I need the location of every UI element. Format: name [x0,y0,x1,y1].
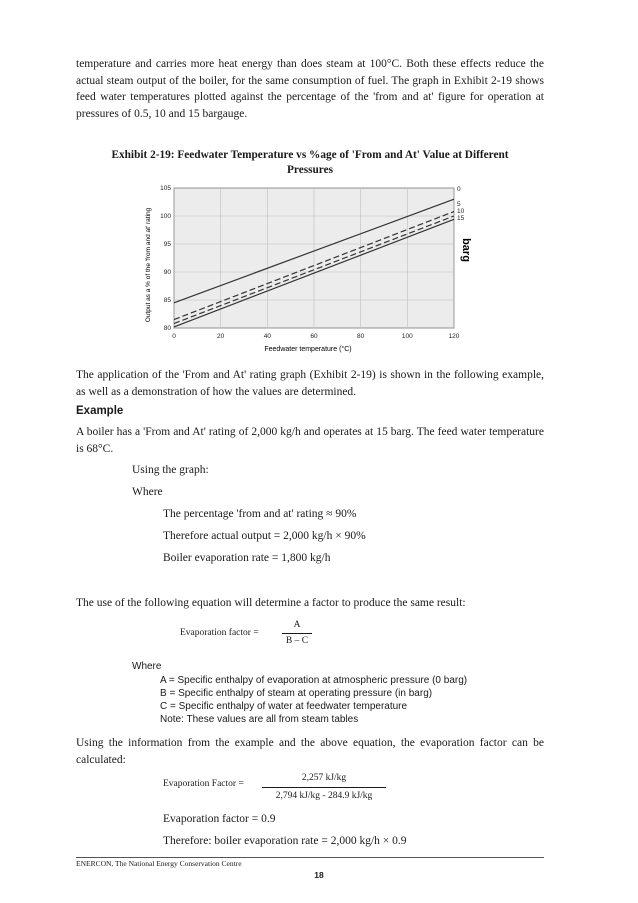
legend-title: barg [460,238,472,262]
series-label-10: 10 [457,208,465,215]
definition-a: A = Specific enthalpy of evaporation at atmospheric pressure (0 barg) [160,675,468,686]
using-graph-text: Using the graph: [132,464,209,476]
calc-line-2: Therefore actual output = 2,000 kg/h × 90% [163,530,366,542]
x-tick-label: 0 [172,333,176,340]
page-number: 18 [314,870,324,880]
formula1-denominator: B – C [285,636,309,646]
x-tick-label: 100 [401,333,413,340]
series-label-0: 0 [457,186,461,193]
intro-paragraph: temperature and carries more heat energy than does steam at 100°C. Both these effects reduce the actual steam output of the boiler, for the same consumption of fuel. The graph in Exhibit 2-19 shows feed water temperatures plotted against the percentage of the 'from and at' figure for operation at pressures of 0.5, 10 and 15 bargauge. [76,58,544,120]
y-tick-label: 95 [163,241,171,249]
formula1-fraction-bar [282,633,312,634]
definition-b: B = Specific enthalpy of steam at operating pressure (in barg) [160,688,433,699]
footer-text: ENERCON, The National Energy Conservation Centre [76,859,242,868]
x-tick-label: 80 [357,333,365,340]
exhibit-title-line1: Exhibit 2-19: Feedwater Temperature vs %age of 'From and At' Value at Different [111,149,509,161]
equation-intro: The use of the following equation will determine a factor to produce the same result: [76,597,466,609]
result-line-1: Evaporation factor = 0.9 [163,813,276,825]
calc-intro: Using the information from the example and the above equation, the evaporation factor can be calculated: [76,737,544,766]
y-tick-label: 90 [163,269,171,277]
calc-line-3: Boiler evaporation rate = 1,800 kg/h [163,552,331,564]
formula2-label: Evaporation Factor = [163,779,244,789]
y-tick-label: 100 [160,213,171,221]
series-label-15: 15 [457,215,465,222]
y-tick-label: 105 [160,185,171,193]
formula1-label: Evaporation factor = [180,628,259,638]
x-tick-label: 20 [217,333,225,340]
y-axis-label: Output as a % of the 'from and at' rating [145,207,152,323]
formula2-numerator: 2,257 kJ/kg [301,773,347,783]
definition-note: Note: These values are all from steam tables [160,714,359,725]
formula2-fraction-bar [262,787,386,788]
series-label-5: 5 [457,201,461,208]
x-tick-label: 60 [310,333,318,340]
formula1-numerator: A [293,620,301,630]
x-tick-label: 40 [263,333,271,340]
feedwater-chart [140,180,480,360]
application-paragraph: The application of the 'From and At' rating graph (Exhibit 2-19) is shown in the following example, as well as a demonstration of how the values are determined. [76,369,544,398]
definition-c: C = Specific enthalpy of water at feedwater temperature [160,701,408,712]
y-tick-label: 80 [163,325,171,333]
exhibit-title-line2: Pressures [286,164,334,176]
x-tick-label: 120 [448,333,460,340]
y-tick-label: 85 [163,297,171,305]
where2-text: Where [132,661,162,672]
where-text: Where [132,486,163,498]
calc-line-1: The percentage 'from and at' rating ≈ 90% [163,508,357,520]
example-heading: Example [76,405,124,417]
result-line-2: Therefore: boiler evaporation rate = 2,000 kg/h × 0.9 [163,835,407,847]
example-paragraph: A boiler has a 'From and At' rating of 2,000 kg/h and operates at 15 barg. The feed water temperature is 68°C. [76,426,544,455]
formula2-denominator: 2,794 kJ/kg - 284.9 kJ/kg [275,791,373,801]
x-axis-label: Feedwater temperature (°C) [264,346,352,353]
footer-rule [76,857,544,858]
